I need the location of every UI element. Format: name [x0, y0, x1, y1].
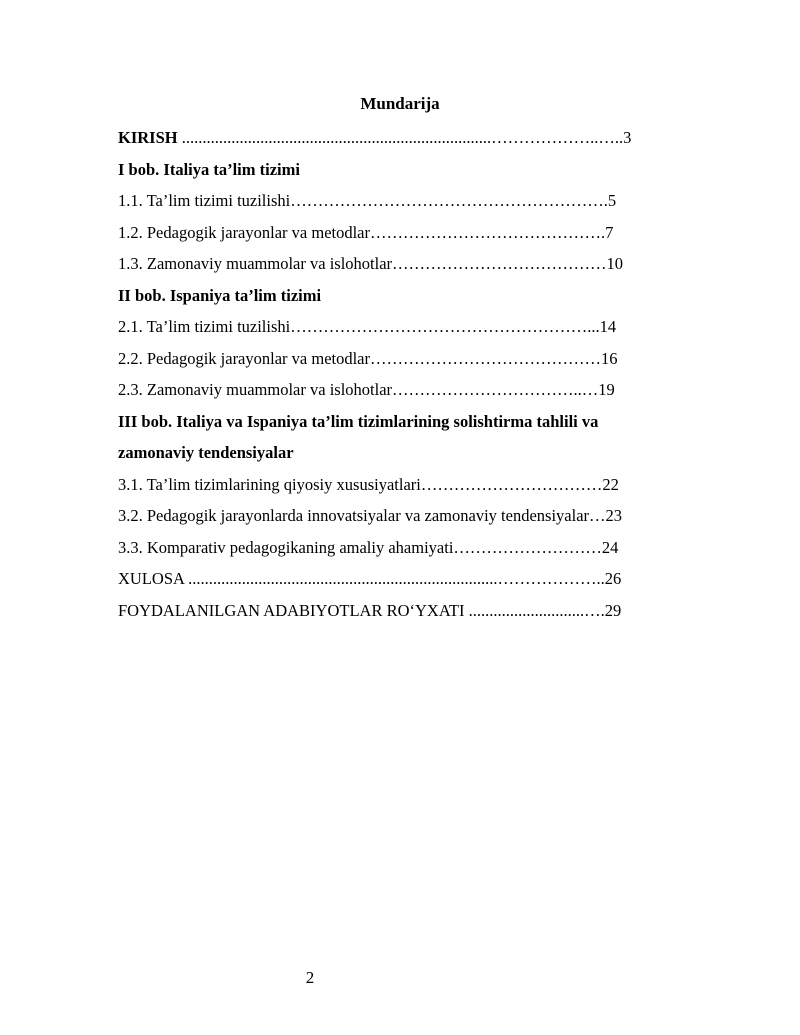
toc-entry-leader: ……………………………	[420, 474, 603, 494]
toc-entry-page: 22	[602, 474, 619, 494]
toc-entry-page: 24	[601, 537, 619, 557]
toc-entry-leader: ………………………………………………….	[290, 191, 608, 210]
toc-entry-page: 16	[601, 348, 618, 368]
toc-entry-2-3[interactable]	[118, 380, 688, 412]
toc-entry-2-2[interactable]	[118, 349, 688, 381]
toc-entry-label: 2.3. Zamonaviy muammolar va islohotlar	[118, 380, 393, 399]
toc-entry-label: 1.3. Zamonaviy muammolar va islohotlar	[118, 254, 393, 273]
toc-entry-adabiyotlar[interactable]	[118, 601, 688, 633]
toc-title-text: Mundarija	[360, 94, 440, 113]
toc-title	[0, 94, 800, 114]
toc-entry-label: 3.3. Komparativ pedagogikaning amaliy ahamiyati	[118, 537, 454, 557]
toc-entry-1-3[interactable]	[118, 254, 688, 286]
toc-entry-page: 3	[623, 128, 632, 147]
toc-entry-page: 23	[605, 506, 623, 525]
toc-entry-3-2[interactable]	[118, 506, 688, 538]
toc-entry-page: 14	[599, 317, 617, 336]
toc-entry-label: XULOSA	[118, 569, 185, 588]
toc-entry-leader: ………………………	[453, 537, 602, 557]
toc-entry-page: .26	[600, 569, 622, 588]
toc-entry-leader: ……………………………………	[370, 348, 602, 368]
toc-entry-label: 1.1. Ta’lim tizimi tuzilishi	[118, 191, 291, 210]
toc-entry-leader: …	[589, 506, 606, 525]
toc-entry-1-1[interactable]	[118, 191, 688, 223]
toc-entry-leader: ............................…	[464, 600, 601, 620]
toc-entry-label: 2.1. Ta’lim tizimi tuzilishi	[118, 317, 291, 336]
toc-entry-leader: ………………………………………………...	[290, 317, 600, 336]
toc-entry-page: 19	[598, 380, 615, 399]
toc-entry-3-3[interactable]	[118, 538, 688, 570]
toc-entry-label: zamonaviy tendensiyalar	[118, 443, 294, 462]
toc-entry-leader: …………………………………….	[370, 222, 606, 242]
page-number: 2	[305, 968, 315, 987]
toc-entry-label: FOYDALANILGAN ADABIYOTLAR RO‘YXATI	[118, 600, 465, 620]
toc-entry-kirish[interactable]	[118, 128, 688, 160]
toc-entry-leader: …………………………………	[392, 254, 607, 273]
toc-entry-page: 5	[607, 191, 617, 210]
toc-entry-leader: ...........................................................................………………..…..	[177, 128, 624, 147]
toc-entry-label: I bob. Italiya ta’lim tizimi	[118, 159, 300, 179]
toc-entry-label: 3.1. Ta’lim tizimlarining qiyosiy xususiyatlari	[118, 474, 421, 494]
toc-entry-3-1[interactable]	[118, 475, 688, 507]
toc-entry-leader: ...........................................................................……………….	[184, 569, 601, 588]
toc-entry-label: KIRISH	[118, 128, 178, 147]
toc-entry-label: 2.2. Pedagogik jarayonlar va metodlar	[118, 348, 371, 368]
toc-chapter-2[interactable]	[118, 286, 688, 318]
toc-entry-page: 10	[606, 254, 624, 273]
toc-entry-leader: ……………………………..…	[392, 380, 599, 399]
toc-entry-page: 7	[605, 222, 614, 242]
toc-chapter-3-line-1[interactable]	[118, 412, 688, 444]
table-of-contents	[118, 128, 688, 632]
toc-entry-page: .29	[600, 600, 622, 620]
toc-entry-label: 1.2. Pedagogik jarayonlar va metodlar	[118, 222, 371, 242]
toc-chapter-3-line-2[interactable]	[118, 443, 688, 475]
toc-entry-label: 3.2. Pedagogik jarayonlarda innovatsiyalar va zamonaviy tendensiyalar	[118, 506, 590, 525]
toc-entry-xulosa[interactable]	[118, 569, 688, 601]
toc-entry-label: III bob. Italiya va Ispaniya ta’lim tizimlarining solishtirma tahlili va	[118, 411, 599, 431]
toc-entry-2-1[interactable]	[118, 317, 688, 349]
toc-chapter-1[interactable]	[118, 160, 688, 192]
toc-entry-label: II bob. Ispaniya ta’lim tizimi	[118, 285, 322, 305]
toc-entry-1-2[interactable]	[118, 223, 688, 255]
